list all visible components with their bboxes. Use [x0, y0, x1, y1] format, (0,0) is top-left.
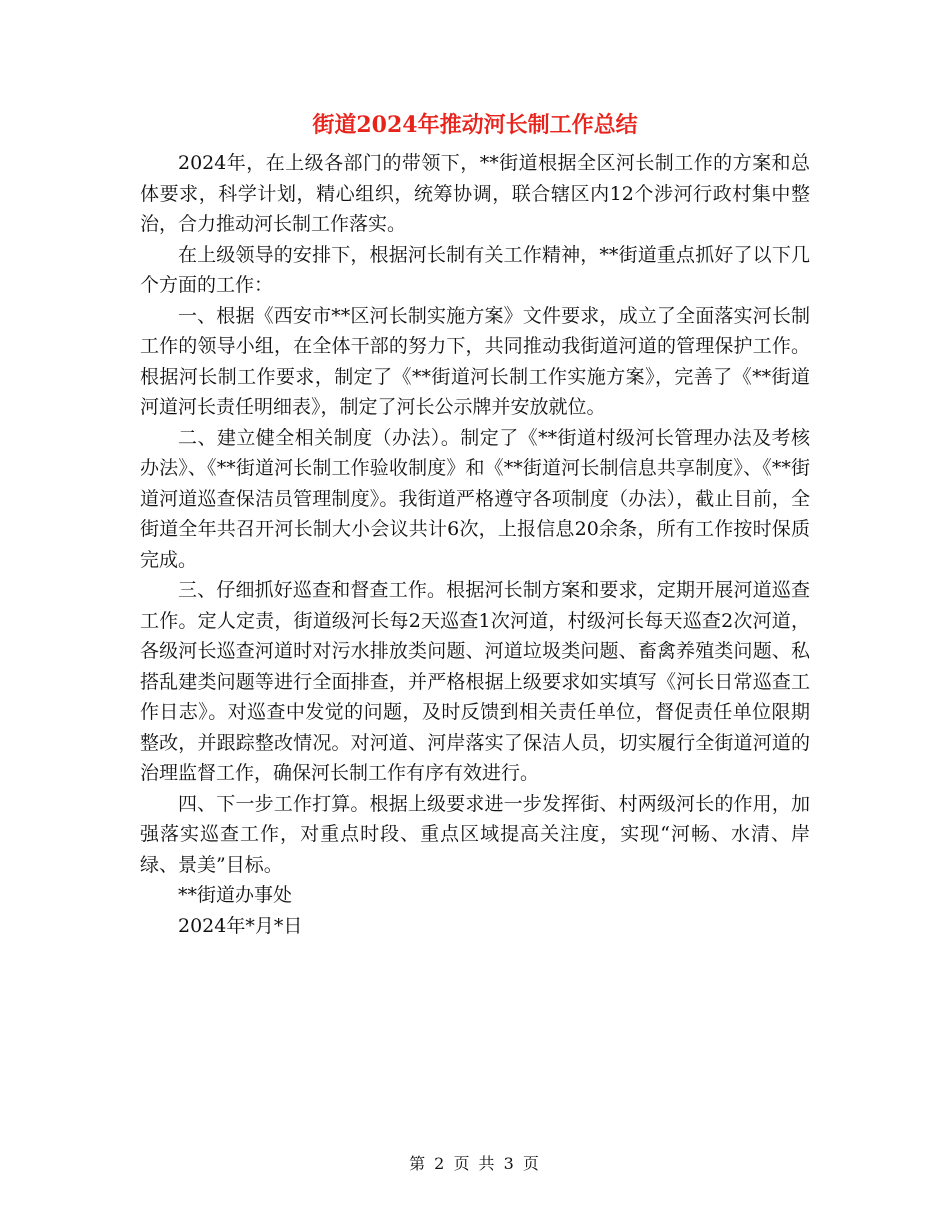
document-date: 2024年*月*日 [178, 914, 303, 937]
paragraph-item-1: 一、根据《西安市**区河长制实施方案》文件要求，成立了全面落实河长制工作的领导小组，在全体干部的努力下，共同推动我街道河道的管理保护工作。根据河长制工作要求，制定了《**街道河长制工作实施方案》，完善了《**街道河道河长责任明细表》，制定了河长公示牌并安放就位。 [140, 304, 810, 418]
paragraph-overview: 在上级领导的安排下，根据河长制有关工作精神，**街道重点抓好了以下几个方面的工作： [140, 243, 810, 296]
page-number: 第 2 页 共 3 页 [409, 1154, 541, 1173]
paragraph-item-2: 二、建立健全相关制度（办法）。制定了《**街道村级河长管理办法及考核办法》、《**街道河长制工作验收制度》和《**街道河长制信息共享制度》、《**街道河道巡查保洁员管理制度》。我街道严格遵守各项制度（办法），截止目前，全街道全年共召开河长制大小会议共计6次，上报信息20余条，所有工作按时保质完成。 [140, 426, 810, 571]
paragraph-intro: 2024年，在上级各部门的带领下，**街道根据全区河长制工作的方案和总体要求，科学计划，精心组织，统筹协调，联合辖区内12个涉河行政村集中整治，合力推动河长制工作落实。 [140, 152, 810, 235]
document-title: 街道2024年推动河长制工作总结 [312, 112, 638, 138]
document-body [140, 148, 810, 941]
paragraph-item-4: 四、下一步工作打算。根据上级要求进一步发挥街、村两级河长的作用，加强落实巡查工作，对重点时段、重点区域提高关注度，实现“河畅、水清、岸绿、景美”目标。 [140, 792, 810, 876]
signature: **街道办事处 [178, 884, 293, 906]
paragraph-item-3: 三、仔细抓好巡查和督查工作。根据河长制方案和要求，定期开展河道巡查工作。定人定责，街道级河长每2天巡查1次河道，村级河长每天巡查2次河道，各级河长巡查河道时对污水排放类问题、河道垃圾类问题、畜禽养殖类问题、私搭乱建类问题等进行全面排查，并严格根据上级要求如实填写《河长日常巡查工作日志》。对巡查中发觉的问题，及时反馈到相关责任单位，督促责任单位限期整改，并跟踪整改情况。对河道、河岸落实了保洁人员，切实履行全街道河道的治理监督工作，确保河长制工作有序有效进行。 [140, 579, 810, 784]
